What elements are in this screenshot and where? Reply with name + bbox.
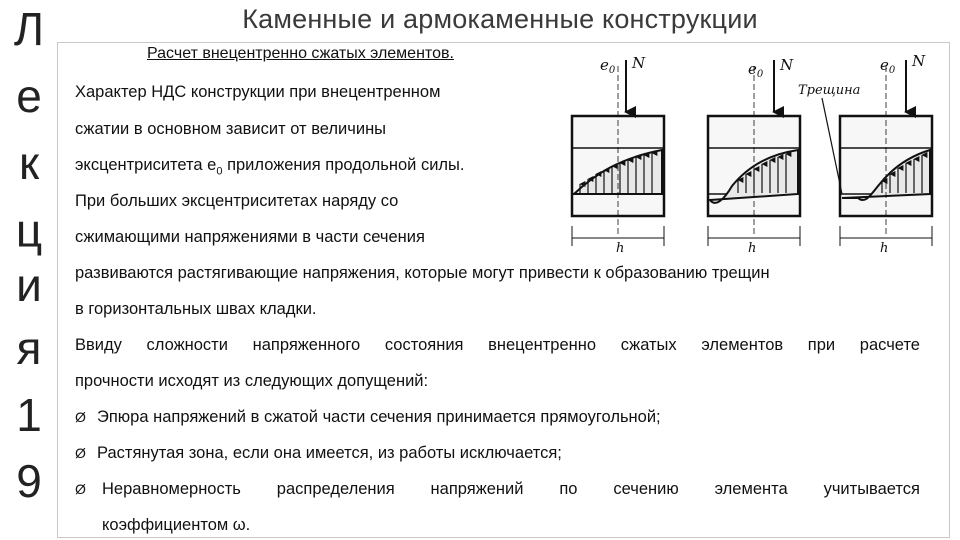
side-letter: и	[16, 259, 42, 311]
intro-line: развиваются растягивающие напряжения, которые могут привести к образованию трещин	[75, 264, 770, 282]
bullet-arrow-icon: Ø	[75, 481, 86, 497]
intro-text: приложения продольной силы.	[222, 156, 465, 174]
force-label: N	[912, 52, 926, 70]
stress-panel-2	[708, 56, 800, 256]
side-letter: 1	[16, 389, 42, 441]
intro-line: При больших эксцентриситетах наряду со	[75, 192, 399, 210]
eccentricity-label: $e_0$	[748, 60, 764, 80]
intro-line	[75, 155, 464, 181]
side-letter: е	[16, 70, 42, 122]
intro-line: сжимающими напряжениями в части сечения	[75, 228, 425, 246]
width-label: h	[616, 241, 625, 256]
bullet-text: Эпюра напряжений в сжатой части сечения принимается прямоугольной;	[97, 408, 661, 426]
stress-panel-1	[572, 54, 664, 256]
bullet-arrow-icon: Ø	[75, 445, 86, 461]
stress-diagram-figure	[560, 46, 945, 256]
stress-panel-3	[798, 52, 932, 256]
side-letter: 9	[16, 455, 42, 507]
eccentricity-subscript: 0	[216, 165, 223, 178]
side-lecture-label	[0, 0, 58, 540]
side-letter: я	[16, 322, 42, 374]
crack-label: Трещина	[798, 83, 861, 98]
bullet-item	[75, 443, 562, 463]
slide-title: Каменные и армокаменные конструкции	[242, 4, 758, 34]
force-label: N	[780, 56, 794, 74]
intro-text: эксцентриситета е	[75, 156, 217, 174]
bullet-arrow-icon: Ø	[75, 409, 86, 425]
bullet-text: Растянутая зона, если она имеется, из работы исключается;	[97, 444, 562, 462]
bullet-item	[75, 479, 97, 499]
side-letter: к	[18, 137, 40, 189]
width-label: h	[748, 241, 757, 256]
assumption-intro-line: прочности исходят из следующих допущений:	[75, 372, 429, 390]
bullet-item	[75, 407, 661, 427]
force-label: N	[632, 54, 646, 72]
width-label: h	[880, 241, 889, 256]
eccentricity-label: $e_0$	[600, 56, 616, 76]
side-letter: ц	[15, 204, 43, 256]
side-letter: Л	[13, 3, 45, 55]
bullet-continuation: коэффициентом ω.	[102, 516, 251, 534]
eccentricity-label: $e_0$	[880, 56, 896, 76]
assumption-intro-line: Ввиду сложности напряженного состояния внецентренно сжатых элементов при расчете	[75, 336, 920, 354]
intro-line: Характер НДС конструкции при внецентренном	[75, 83, 441, 101]
intro-line: в горизонтальных швах кладки.	[75, 300, 317, 318]
intro-line: сжатии в основном зависит от величины	[75, 120, 387, 138]
bullet-text: Неравномерность распределения напряжений по сечению элемента учитывается	[102, 480, 920, 498]
section-subtitle: Расчет внецентренно сжатых элементов.	[147, 45, 454, 62]
